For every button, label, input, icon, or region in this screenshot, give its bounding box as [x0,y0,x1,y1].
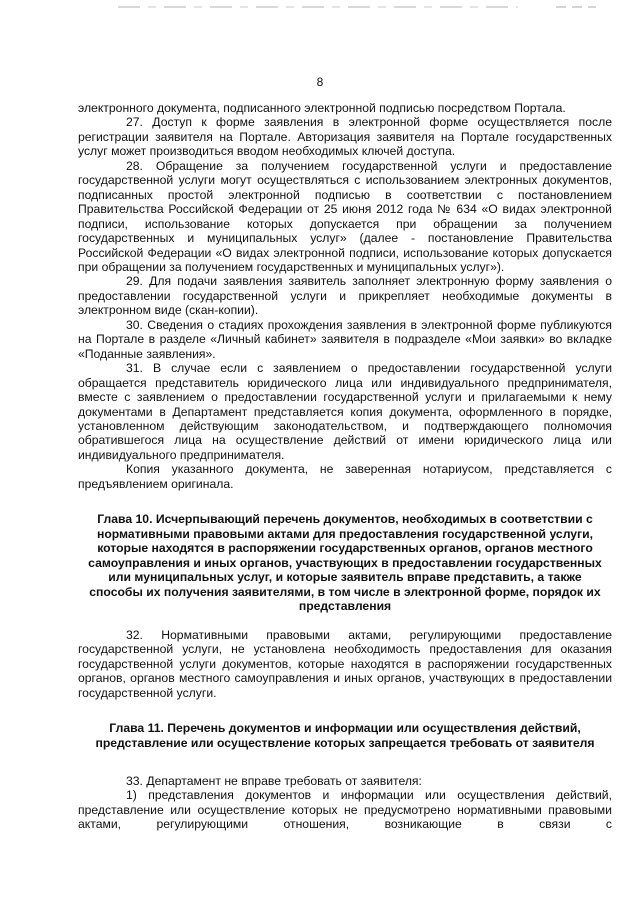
paragraph-28: 28. Обращение за получением государственной услуги и предоставление государственной услуги могут осуществляться с использованием электронных документов, подписанных простой электронной подписью в соответствии с постановлением Правительства Российской Федерации от 25 июня 2012 года № 634 «О видах электронной подписи, использование которых допускается при обращении за получением государственных и муниципальных услуг» (далее - постановление Правительства Российской Федерации «О видах электронной подписи, использование которых допускается при обращении за получением государственных и муниципальных услуг»). [78,158,612,274]
scan-artifact-top [118,6,518,8]
document-body [78,101,612,832]
paragraph-33-item-1: 1) представления документов и информации или осуществления действий, представление или осуществление которых не предусмотрено нормативными правовыми актами, регулирующими отношения, возникающие в связи с [78,788,612,832]
paragraph-31: 31. В случае если с заявлением о предоставлении государственной услуги обращается представитель юридического лица или индивидуального предпринимателя, вместе с заявлением о предоставлении государственной услуги и прилагаемыми к нему документами в Департамент представляется копия документа, оформленного в порядке, установленном действующим законодательством, и подтверждающего полномочия обратившегося лица на осуществление действий от имени юридического лица или индивидуального предпринимателя. [78,361,612,462]
paragraph-33: 33. Департамент не вправе требовать от заявителя: [126,774,422,788]
paragraph-32: 32. Нормативными правовыми актами, регулирующими предоставление государственной услуги, не установлена необходимость предоставления для оказания государственной услуги документов, которые находятся в распоряжении государственных органов, органов местного самоуправления и иных органов, участвующих в предоставлении государственной услуги. [78,627,612,700]
paragraph-27: 27. Доступ к форме заявления в электронной форме осуществляется после регистрации заявителя на Портале. Авторизация заявителя на Портале государственных услуг может производиться вводом необходимых ключей доступа. [78,115,612,159]
scan-artifact-top-right [556,6,596,8]
page-number: 8 [316,75,324,89]
paragraph-continuation: электронного документа, подписанного электронной подписью посредством Портала. [78,101,566,115]
chapter-10-heading: Глава 10. Исчерпывающий перечень документов, необходимых в соответствии с нормативными правовыми актами для предоставления государственной услуги, которые находятся в распоряжении государственных органов, органов местного самоуправления и иных органов, участвующих в предоставлении государственных или муниципальных услуг, и которые заявитель вправе представить, а также способы их получения заявителями, в том числе в электронной форме, порядок их представления [88,512,602,614]
chapter-11-heading: Глава 11. Перечень документов и информации или осуществления действий, представление или осуществление которых запрещается требовать от заявителя [95,721,595,750]
paragraph-copy-note: Копия указанного документа, не заверенная нотариусом, представляется с предъявлением оригинала. [78,462,612,491]
paragraph-30: 30. Сведения о стадиях прохождения заявления в электронной форме публикуются на Портале в разделе «Личный кабинет» заявителя в подразделе «Мои заявки» во вкладке «Поданные заявления». [78,317,612,361]
paragraph-29: 29. Для подачи заявления заявитель заполняет электронную форму заявления о предоставлении государственной услуги и прикрепляет необходимые документы в электронном виде (скан-копии). [78,274,612,318]
